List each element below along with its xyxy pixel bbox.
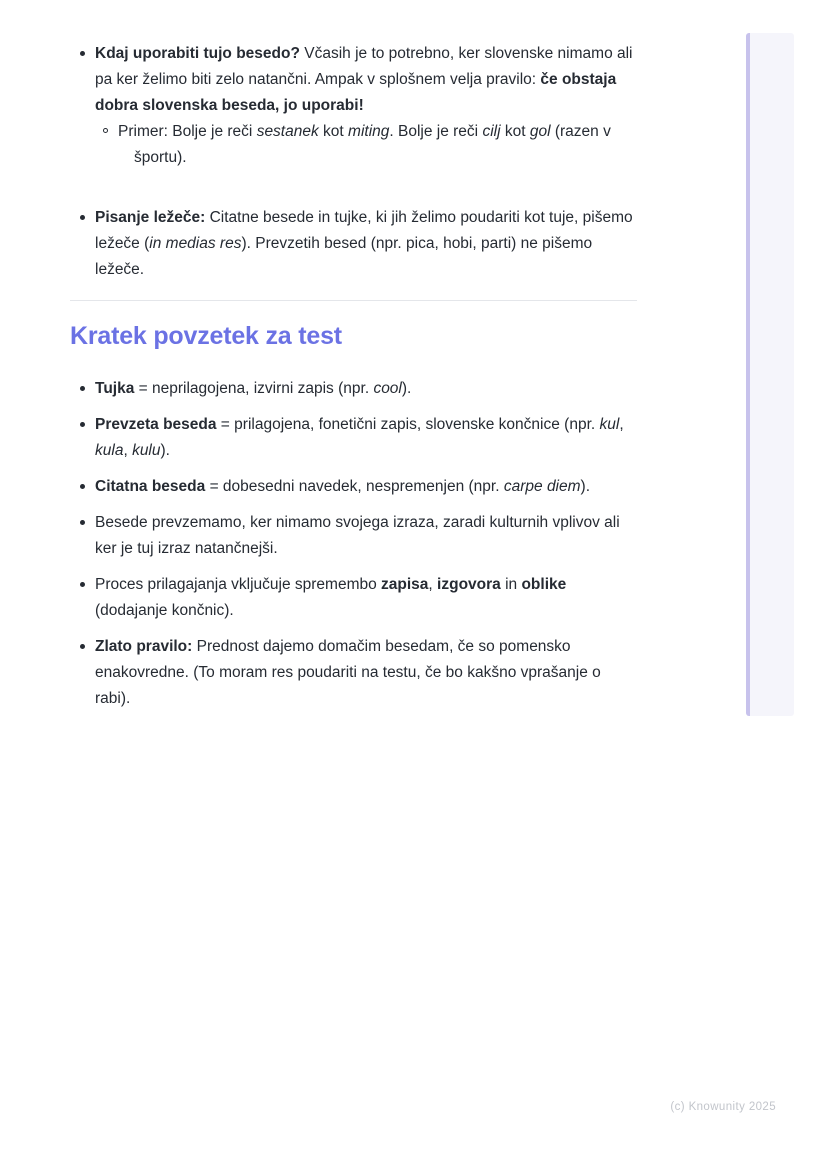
list-item-body [95,474,637,500]
list-item-text: Kdaj uporabiti tujo besedo? Včasih je to potrebno, ker slovenske nimamo ali pa ker želimo biti zelo natančni. Ampak v splošnem velja pravilo: če obstaja dobra slovenska beseda, jo uporabi! [95,45,633,114]
bullet-icon [80,386,85,391]
list-item-body [95,205,637,283]
list-item [70,412,637,464]
list-item-body [95,41,637,188]
list-item-text: Prevzeta beseda = prilagojena, fonetični zapis, slovenske končnice (npr. kul, kula, kulu). [95,416,624,459]
list-item-body [95,572,637,624]
bullet-icon [80,422,85,427]
list-item-text: Proces prilagajanja vključuje spremembo zapisa, izgovora in oblike (dodajanje končnic). [95,576,567,619]
list-item-body [95,634,637,712]
bullet-icon [80,51,85,56]
summary-list [70,376,637,712]
list-item [70,474,637,500]
list-item [70,376,637,402]
list-item-body [95,376,637,402]
list-item [70,572,637,624]
list-item-body [95,412,637,464]
section-divider [70,300,637,301]
bullet-icon [80,520,85,525]
bullet-icon [80,644,85,649]
list-item-text: Tujka = neprilagojena, izvirni zapis (npr. cool). [95,380,412,397]
sub-list-item-text: Primer: Bolje je reči sestanek kot miting. Bolje je reči cilj kot gol (razen v športu). [118,123,611,166]
side-accent-strip [746,33,794,716]
list-item [70,41,637,188]
list-item-text: Pisanje ležeče: Citatne besede in tujke, ki jih želimo poudariti kot tuje, pišemo ležeče (in medias res). Prevzetih besed (npr. pica, hobi, parti) ne pišemo ležeče. [95,209,633,278]
list-item [70,510,637,562]
list-item [70,634,637,712]
example-sublist [95,119,637,171]
list-item [70,205,637,283]
bullet-icon [80,582,85,587]
usage-notes-list [70,41,637,283]
sub-list-item-body [118,119,637,171]
bullet-icon [80,484,85,489]
sub-list-item [95,119,637,171]
list-item-text: Citatna beseda = dobesedni navedek, nespremenjen (npr. carpe diem). [95,478,591,495]
copyright-text: (c) Knowunity 2025 [670,1101,776,1113]
document-page [70,41,637,722]
list-item-text: Zlato pravilo: Prednost dajemo domačim besedam, če so pomensko enakovredne. (To moram res poudariti na testu, če bo kakšno vprašanje o rabi). [95,638,601,707]
sub-bullet-icon [103,128,108,133]
bullet-icon [80,215,85,220]
list-item-text: Besede prevzemamo, ker nimamo svojega izraza, zaradi kulturnih vplivov ali ker je tuj izraz natančnejši. [95,514,620,557]
section-heading: Kratek povzetek za test [70,322,342,350]
list-item-body [95,510,637,562]
